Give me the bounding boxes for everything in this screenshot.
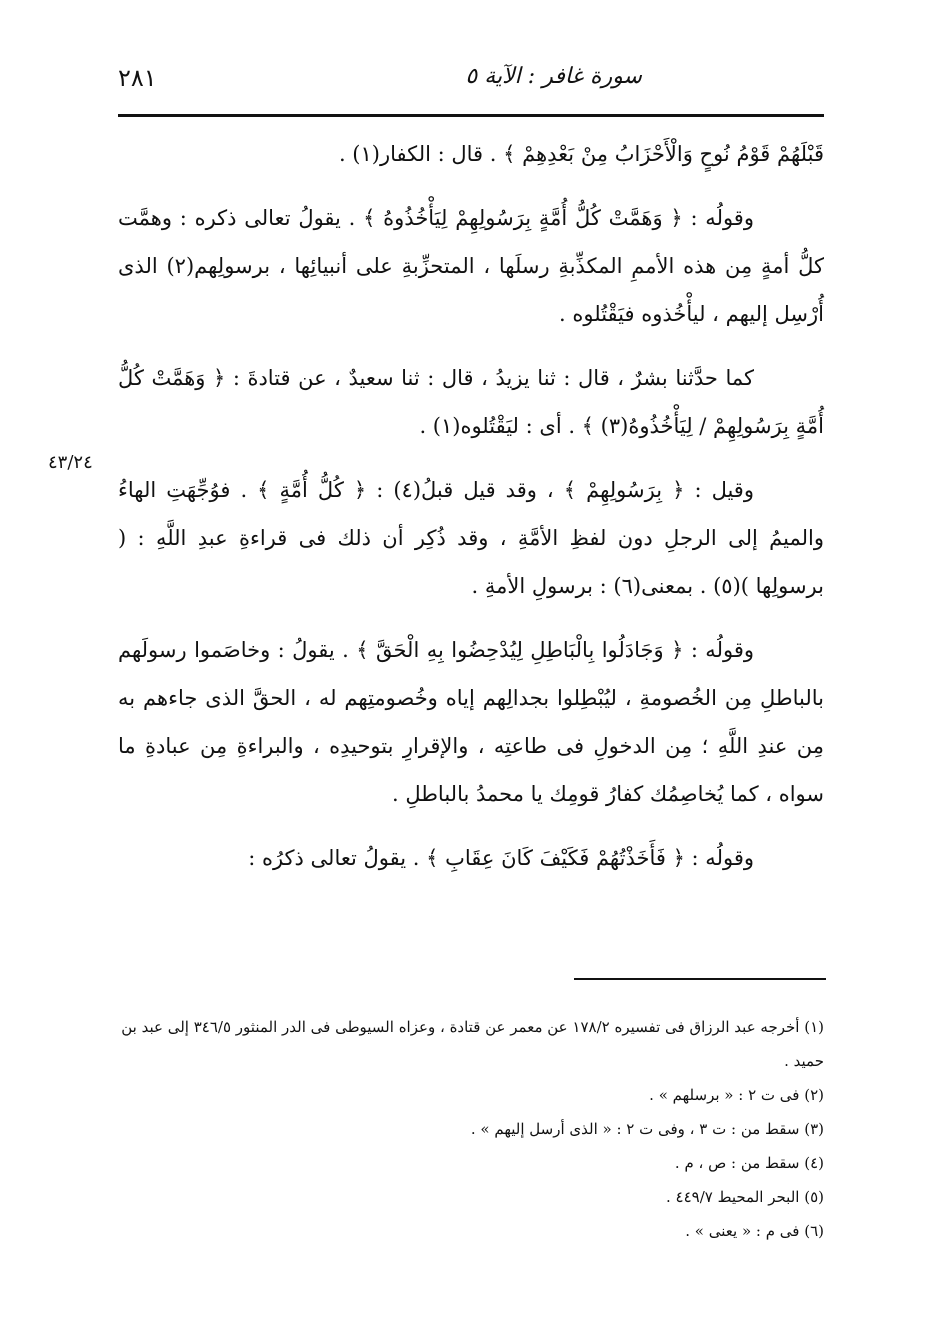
paragraph: وقيل : ﴿ بِرَسُولِهِمْ ﴾ ، وقد قيل قبلُ(٤) : ﴿ كُلُّ أُمَّةٍ ﴾ . فوُجِّهَتِ الهاءُ والميمُ إلى الرجلِ دون لفظِ الأمَّةِ ، وقد ذُكِر أن ذلك فى قراءةِ عبدِ اللَّهِ : ( برسولِها )(٥) . بمعنى(٦) : برسولِ الأمةِ .	[118, 478, 824, 598]
paragraph: وقولُه : ﴿ وَهَمَّتْ كُلُّ أُمَّةٍ بِرَسُولِهِمْ لِيَأْخُذُوهُ ﴾ . يقولُ تعالى ذكره : وهمَّت كلُّ أمةٍ مِن هذه الأممِ المكذِّبةِ رسلَها ، المتحزِّبةِ على أنبيائِها ، برسولِهم(٢) الذى أُرْسِل إليهم ، ليأْخُذوه فيَقْتُلوه .	[118, 206, 824, 326]
page-header	[118, 62, 822, 102]
margin-reference: ٤٣/٢٤	[48, 452, 93, 473]
header-rule	[118, 114, 824, 117]
paragraph: كما حدَّثنا بشرٌ ، قال : ثنا يزيدُ ، قال : ثنا سعيدٌ ، عن قتادةَ : ﴿ وَهَمَّتْ كُلُّ أُمَّةٍ بِرَسُولِهِمْ / لِيَأْخُذُوهُ(٣) ﴾ . أى : ليَقْتُلوه(١) .	[118, 366, 824, 438]
footnote: (٢) فى ت ٢ : « برسلهم » .	[649, 1086, 824, 1104]
footnote: (٦) فى م : « يعنى » .	[685, 1222, 824, 1240]
footnote: (٣) سقط من : ت ٣ ، وفى ت ٢ : « الذى أرسل إليهم » .	[470, 1120, 824, 1138]
paragraph: وقولُه : ﴿ فَأَخَذْتُهُمْ فَكَيْفَ كَانَ عِقَابِ ﴾ . يقولُ تعالى ذكرُه :	[248, 846, 754, 870]
page-number: ٢٨١	[118, 64, 157, 92]
footnotes	[112, 1010, 824, 1248]
paragraph: وقولُه : ﴿ وَجَادَلُوا بِالْبَاطِلِ لِيُدْحِضُوا بِهِ الْحَقَّ ﴾ . يقولُ : وخاصَموا رسولَهم بالباطلِ مِن الخُصومةِ ، ليُبْطِلوا بجدالِهم إياه وخُصومتِهم له ، الحقَّ الذى جاءهم به مِن عندِ اللَّهِ ؛ مِن الدخولِ فى طاعتِه ، والإقرارِ بتوحيدِه ، والبراءةِ مِن عبادةِ ما سواه ، كما يُخاصِمُك كفارُ قومِك يا محمدُ بالباطلِ .	[118, 638, 824, 806]
footnote: (٥) البحر المحيط ٤٤٩/٧ .	[666, 1188, 824, 1206]
footnote: (٤) سقط من : ص ، م .	[674, 1154, 824, 1172]
footnote: (١) أخرجه عبد الرزاق فى تفسيره ١٧٨/٢ عن معمر عن قتادة ، وعزاه السيوطى فى الدر المنثور ٣٤٦/٥ إلى عبد بن حميد .	[121, 1018, 824, 1070]
main-text	[118, 130, 824, 898]
running-title: سورة غافر : الآية ٥	[465, 64, 642, 89]
paragraph: قَبْلَهُمْ قَوْمُ نُوحٍ وَالْأَحْزَابُ مِنْ بَعْدِهِمْ ﴾ . قال : الكفار(١) .	[338, 142, 824, 166]
footnote-rule	[574, 978, 826, 980]
